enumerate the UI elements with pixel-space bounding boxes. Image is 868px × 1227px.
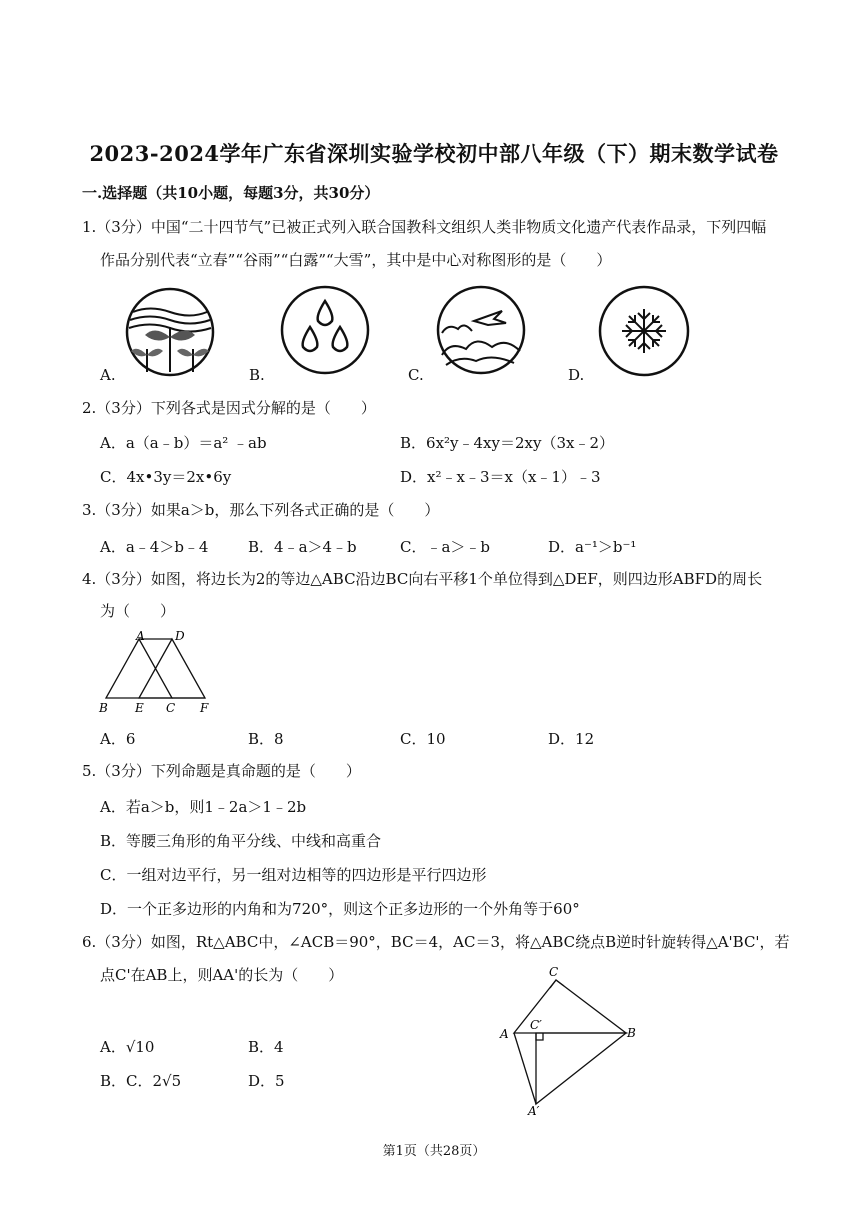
q6-label-a-prime: A′ bbox=[528, 1104, 540, 1117]
bird-clouds-icon bbox=[436, 285, 526, 375]
q4-option-d[interactable]: D．12 bbox=[548, 730, 595, 748]
q1-stem-line1: 1.（3分）中国“二十四节气”已被正式列入联合国教科文组织人类非物质文化遗产代表作品录，下列四幅 bbox=[82, 218, 767, 236]
page-title: 2023-2024学年广东省深圳实验学校初中部八年级（下）期末数学试卷 bbox=[89, 141, 779, 166]
q2-option-d[interactable]: D．x²﹣x﹣3＝x（x﹣1）﹣3 bbox=[400, 468, 601, 486]
q4-label-c: C bbox=[166, 701, 176, 715]
q5-option-b[interactable]: B．等腰三角形的角平分线、中线和高重合 bbox=[100, 832, 382, 850]
q6-stem-line1: 6.（3分）如图，Rt△ABC中，∠ACB＝90°，BC＝4，AC＝3，将△ABC绕点B逆时针旋转得△A'BC'，若 bbox=[82, 933, 790, 951]
q6-label-b: B bbox=[627, 1026, 636, 1040]
q2-option-a[interactable]: A．a（a﹣b）＝a² ﹣ab bbox=[100, 434, 267, 452]
q4-translated-triangles-diagram bbox=[96, 628, 216, 718]
q4-option-a[interactable]: A．6 bbox=[100, 730, 136, 748]
q4-option-c[interactable]: C．10 bbox=[400, 730, 446, 748]
q6-option-b[interactable]: B．4 bbox=[248, 1038, 284, 1056]
q4-option-b[interactable]: B．8 bbox=[248, 730, 284, 748]
q5-stem: 5.（3分）下列命题是真命题的是（ ） bbox=[82, 762, 361, 780]
q2-stem: 2.（3分）下列各式是因式分解的是（ ） bbox=[82, 399, 376, 417]
q1-option-a[interactable]: A. bbox=[100, 366, 116, 384]
q4-label-a: A bbox=[136, 629, 145, 643]
q6-option-a[interactable]: A．√10 bbox=[100, 1038, 155, 1056]
q5-option-c[interactable]: C．一组对边平行，另一组对边相等的四边形是平行四边形 bbox=[100, 866, 487, 884]
q4-label-f: F bbox=[200, 701, 209, 715]
q6-option-d[interactable]: D．5 bbox=[248, 1072, 285, 1090]
q6-rotated-triangle-diagram bbox=[494, 962, 644, 1117]
q6-option-c[interactable]: B．C．2√5 bbox=[100, 1072, 182, 1090]
q4-label-d: D bbox=[175, 629, 185, 643]
q3-option-b[interactable]: B．4﹣a＞4﹣b bbox=[248, 538, 357, 556]
q2-option-c[interactable]: C．4x•3y＝2x•6y bbox=[100, 468, 232, 486]
q6-label-c: C bbox=[549, 965, 559, 979]
q3-option-a[interactable]: A．a﹣4＞b﹣4 bbox=[100, 538, 209, 556]
q1-option-b[interactable]: B. bbox=[249, 366, 265, 384]
q6-stem-line2: 点C'在AB上，则AA'的长为（ ） bbox=[100, 966, 344, 984]
q5-option-d[interactable]: D．一个正多边形的内角和为720°，则这个正多边形的一个外角等于60° bbox=[100, 900, 580, 918]
q4-label-e: E bbox=[135, 701, 144, 715]
q4-label-b: B bbox=[99, 701, 108, 715]
q1-option-d[interactable]: D. bbox=[568, 366, 585, 384]
section-heading: 一.选择题（共10小题，每题3分，共30分） bbox=[82, 184, 380, 202]
raindrops-icon bbox=[280, 285, 370, 375]
q1-stem-line2: 作品分别代表“立春”“谷雨”“白露”“大雪”，其中是中心对称图形的是（ ） bbox=[100, 251, 612, 269]
spring-sprouts-icon bbox=[125, 287, 215, 377]
q4-stem-line2: 为（ ） bbox=[100, 602, 176, 620]
q4-stem-line1: 4.（3分）如图，将边长为2的等边△ABC沿边BC向右平移1个单位得到△DEF，则四边形ABFD的周长 bbox=[82, 570, 763, 588]
q2-option-b[interactable]: B．6x²y﹣4xy＝2xy（3x﹣2） bbox=[400, 434, 615, 452]
page-footer: 第1页（共28页） bbox=[382, 1144, 486, 1159]
q6-label-a: A bbox=[500, 1027, 509, 1041]
q6-label-c-prime: C′ bbox=[530, 1018, 542, 1032]
snowflake-icon bbox=[598, 285, 690, 377]
q1-option-c[interactable]: C. bbox=[408, 366, 424, 384]
q3-stem: 3.（3分）如果a＞b，那么下列各式正确的是（ ） bbox=[82, 501, 440, 519]
q3-option-c[interactable]: C．﹣a＞﹣b bbox=[400, 538, 491, 556]
q5-option-a[interactable]: A．若a＞b，则1﹣2a＞1﹣2b bbox=[100, 798, 307, 816]
q3-option-d[interactable]: D．a⁻¹＞b⁻¹ bbox=[548, 538, 637, 556]
